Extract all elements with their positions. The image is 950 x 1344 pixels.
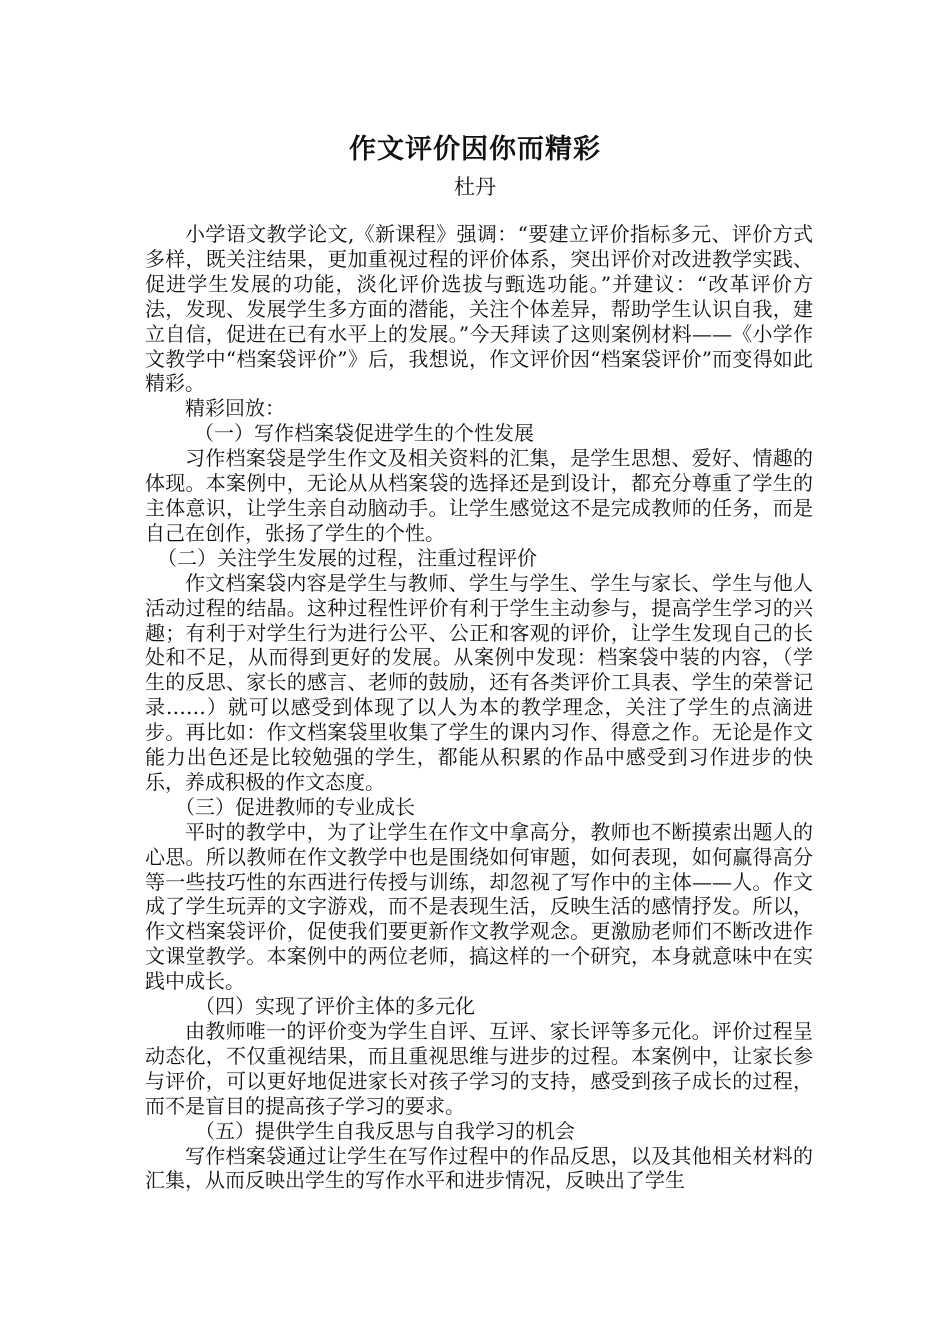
paragraph-section-1: 习作档案袋是学生作文及相关资料的汇集，是学生思想、爱好、情趣的体现。本案例中，无论从从档案袋的选择还是到设计，都充分尊重了学生的主体意识，让学生亲自动脑动手。让学生感觉这不是完成教师的任务，而是自己在创作，张扬了学生的个性。 [145, 446, 813, 545]
section-heading-3: （三）促进教师的专业成长 [175, 794, 415, 819]
document-author: 杜丹 [454, 175, 496, 199]
section-heading-2: （二）关注学生发展的过程，注重过程评价 [157, 545, 537, 570]
section-heading-4: （四）实现了评价主体的多元化 [195, 994, 475, 1019]
paragraph-review-label: 精彩回放： [185, 396, 285, 421]
document-body [145, 222, 813, 1193]
section-heading-5: （五）提供学生自我反思与自我学习的机会 [195, 1118, 575, 1143]
paragraph-section-2: 作文档案袋内容是学生与教师、学生与学生、学生与家长、学生与他人活动过程的结晶。这种过程性评价有利于学生主动参与，提高学生学习的兴趣；有利于对学生行为进行公平、公正和客观的评价，让学生发现自己的长处和不足，从而得到更好的发展。从案例中发现：档案袋中装的内容，（学生的反思、家长的感言、老师的鼓励，还有各类评价工具表、学生的荣誉记录……）就可以感受到体现了以人为本的教学理念，关注了学生的点滴进步。再比如：作文档案袋里收集了学生的课内习作、得意之作。无论是作文能力出色还是比较勉强的学生，都能从积累的作品中感受到习作进步的快乐，养成积极的作文态度。 [145, 570, 813, 794]
section-heading-1: （一）写作档案袋促进学生的个性发展 [194, 421, 534, 446]
paragraph-section-3: 平时的教学中，为了让学生在作文中拿高分，教师也不断摸索出题人的心思。所以教师在作文教学中也是围绕如何审题，如何表现，如何赢得高分等一些技巧性的东西进行传授与训练，却忽视了写作中的主体——人。作文成了学生玩弄的文字游戏，而不是表现生活，反映生活的感情抒发。所以，作文档案袋评价，促使我们要更新作文教学观念。更激励老师们不断改进作文课堂教学。本案例中的两位老师，搞这样的一个研究，本身就意味中在实践中成长。 [145, 819, 813, 994]
paragraph-section-5: 写作档案袋通过让学生在写作过程中的作品反思，以及其他相关材料的汇集，从而反映出学生的写作水平和进步情况，反映出了学生 [145, 1143, 813, 1193]
paragraph-section-4: 由教师唯一的评价变为学生自评、互评、家长评等多元化。评价过程呈动态化，不仅重视结果，而且重视思维与进步的过程。本案例中，让家长参与评价，可以更好地促进家长对孩子学习的支持，感受到孩子成长的过程，而不是盲目的提高孩子学习的要求。 [145, 1019, 813, 1118]
document-title: 作文评价因你而精彩 [349, 134, 601, 165]
paragraph-intro: 小学语文教学论文,《新课程》强调：“要建立评价指标多元、评价方式多样，既关注结果，更加重视过程的评价体系，突出评价对改进教学实践、促进学生发展的功能，淡化评价选拔与甄选功能。”并建议：“改革评价方法，发现、发展学生多方面的潜能，关注个体差异，帮助学生认识自我，建立自信，促进在已有水平上的发展。”今天拜读了这则案例材料——《小学作文教学中“档案袋评价”》后，我想说，作文评价因“档案袋评价”而变得如此精彩。 [145, 222, 813, 396]
